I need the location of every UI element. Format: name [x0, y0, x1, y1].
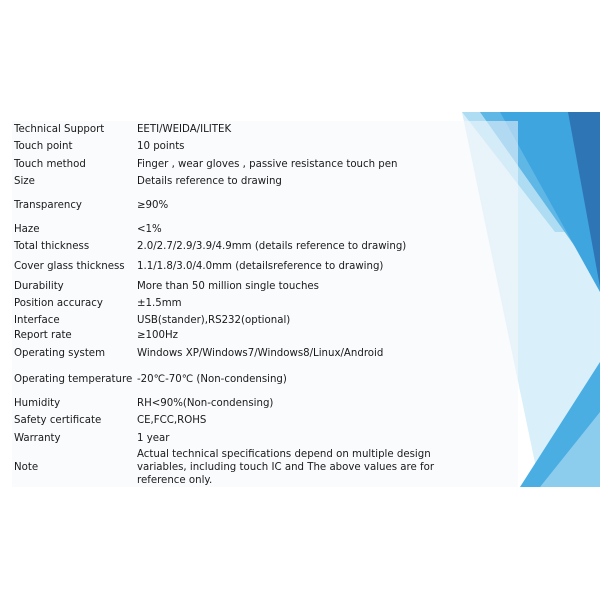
spec-value: EETI/WEIDA/ILITEK — [137, 124, 232, 135]
spec-row-total-thickness — [12, 238, 518, 255]
spec-row-humidity — [12, 394, 518, 412]
spec-label: Position accuracy — [14, 298, 103, 309]
spec-row-durability — [12, 278, 518, 295]
spec-label: Note — [14, 462, 39, 473]
specification-table — [12, 121, 518, 487]
spec-label: Operating temperature — [14, 373, 133, 385]
spec-label: Interface — [14, 314, 60, 326]
spec-value: 1.1/1.8/3.0/4.0mm (detailsreference to drawing) — [137, 261, 384, 272]
spec-label: Transparency — [14, 199, 82, 211]
spec-row-safety-certificate — [12, 412, 518, 429]
spec-value: RH<90%(Non-condensing) — [137, 397, 274, 409]
spec-value: ≥90% — [137, 199, 169, 211]
spec-value: CE,FCC,ROHS — [137, 415, 207, 426]
spec-value: <1% — [137, 223, 162, 235]
spec-row-touch-point — [12, 138, 518, 155]
spec-row-report-rate — [12, 328, 518, 343]
spec-label: Durability — [14, 281, 64, 292]
spec-row-operating-system — [12, 343, 518, 364]
spec-row-position-accuracy — [12, 295, 518, 312]
spec-label: Safety certificate — [14, 415, 102, 426]
spec-row-transparency — [12, 190, 518, 220]
spec-value: -20℃-70℃ (Non-condensing) — [137, 373, 287, 385]
spec-value: More than 50 million single touches — [137, 281, 319, 292]
spec-label: Total thickness — [14, 241, 90, 252]
spec-label: Report rate — [14, 330, 72, 341]
spec-row-size — [12, 173, 518, 190]
spec-value: Finger , wear gloves , passive resistance touch pen — [137, 158, 398, 170]
spec-label: Touch point — [14, 141, 73, 152]
spec-label: Size — [14, 176, 35, 187]
spec-value: 10 points — [137, 141, 185, 152]
spec-row-note — [12, 448, 518, 487]
spec-label: Operating system — [14, 348, 106, 359]
spec-row-interface — [12, 312, 518, 328]
spec-value: ±1.5mm — [137, 298, 182, 309]
spec-value: USB(stander),RS232(optional) — [137, 314, 291, 326]
spec-value: 2.0/2.7/2.9/3.9/4.9mm (details reference to drawing) — [137, 241, 407, 252]
spec-label: Cover glass thickness — [14, 261, 125, 272]
spec-row-operating-temperature — [12, 364, 518, 394]
spec-row-technical-support — [12, 121, 518, 138]
spec-value: Actual technical specifications depend on multiple design variables, including touch IC and The above values are for reference only. — [137, 449, 435, 486]
spec-label: Warranty — [14, 433, 61, 444]
spec-slide — [0, 112, 600, 487]
spec-row-cover-glass-thickness — [12, 255, 518, 278]
spec-label: Technical Support — [14, 124, 105, 135]
spec-value: Details reference to drawing — [137, 176, 282, 187]
spec-label: Haze — [14, 223, 40, 235]
spec-row-warranty — [12, 429, 518, 448]
spec-value: 1 year — [137, 433, 170, 444]
spec-value: ≥100Hz — [137, 330, 178, 341]
spec-row-touch-method — [12, 155, 518, 173]
spec-row-haze — [12, 220, 518, 238]
spec-label: Humidity — [14, 397, 61, 409]
spec-label: Touch method — [14, 158, 86, 170]
spec-value: Windows XP/Windows7/Windows8/Linux/Android — [137, 348, 384, 359]
